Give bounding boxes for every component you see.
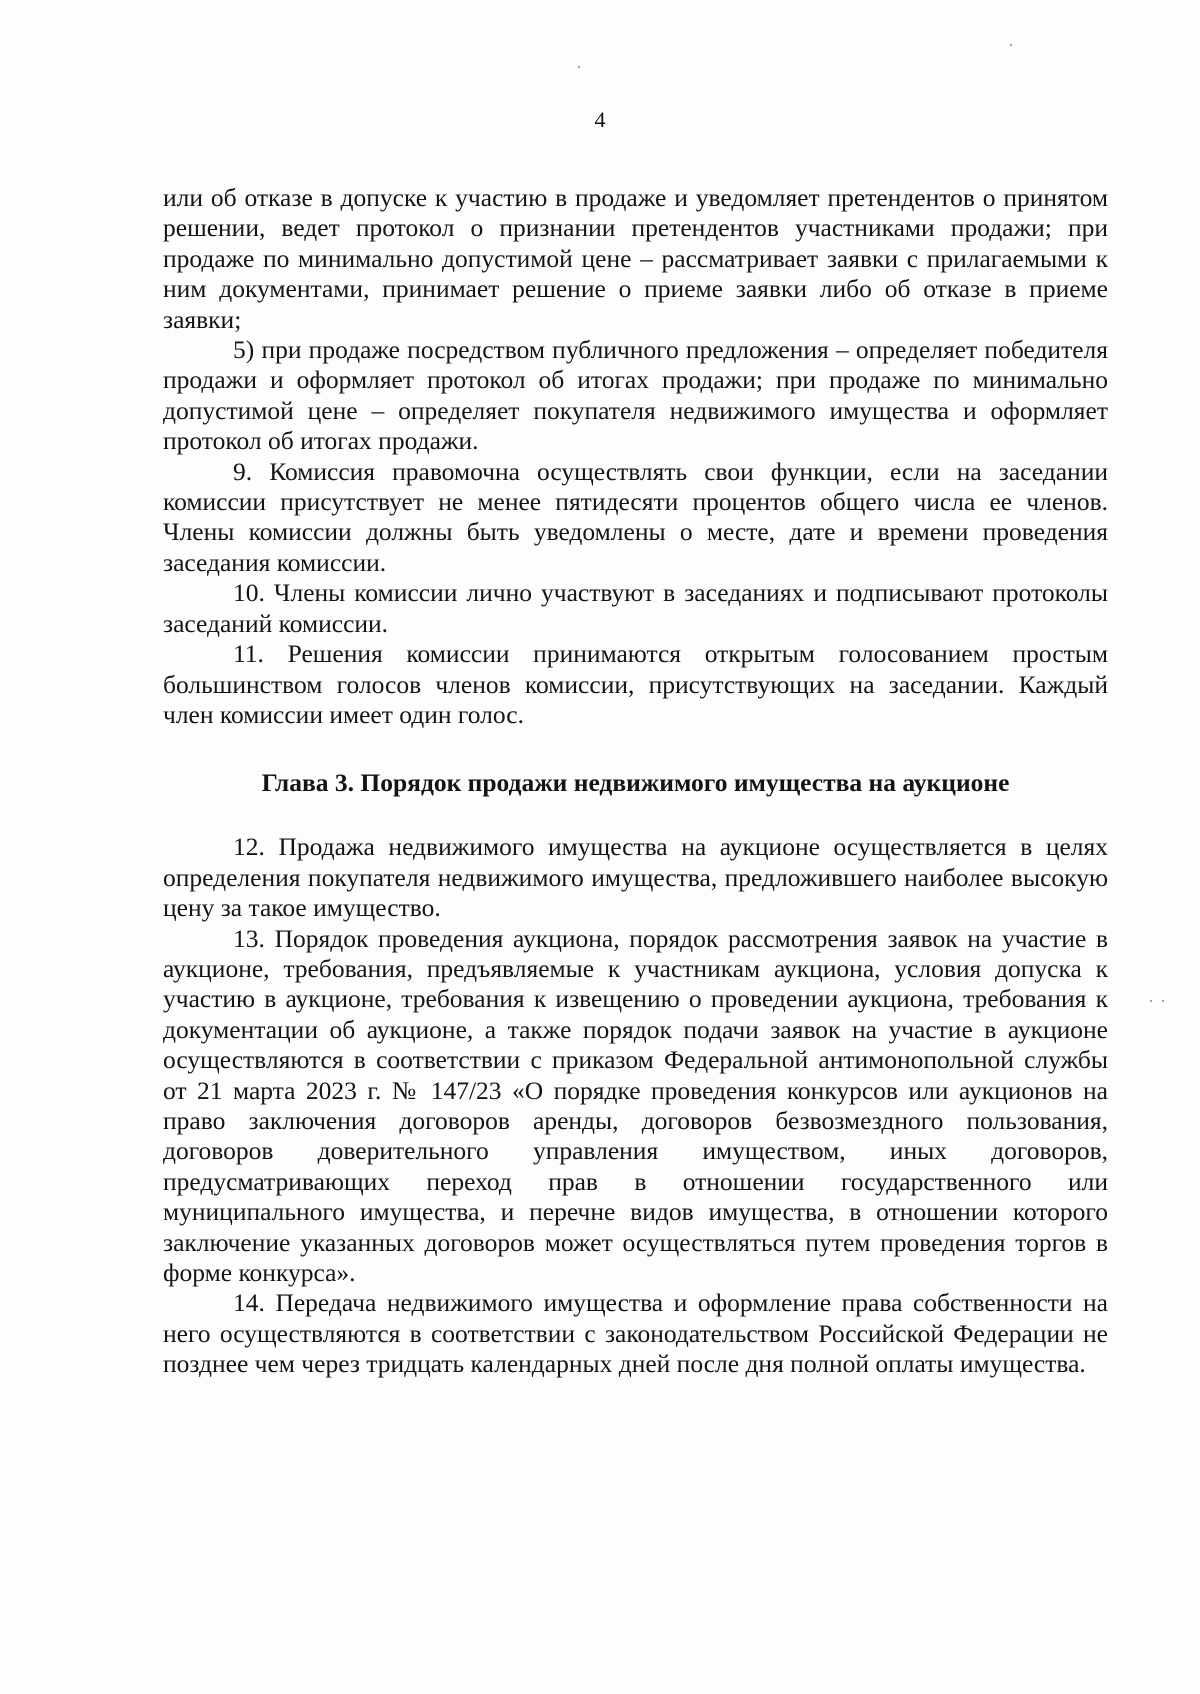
paragraph-11: 11. Решения комиссии принимаются открытым голосованием простым большинством голосов членов комиссии, присутствующих на заседании. Каждый член комиссии имеет один голос.: [163, 639, 1108, 729]
paragraph-12: 12. Продажа недвижимого имущества на аукционе осуществляется в целях определения покупателя недвижимого имущества, предложившего наиболее высокую цену за такое имущество.: [163, 832, 1108, 923]
document-body: [163, 183, 1108, 1380]
paragraph-10: 10. Члены комиссии лично участвуют в заседаниях и подписывают протоколы заседаний комиссии.: [163, 578, 1108, 638]
paragraph-continuation: или об отказе в допуске к участию в продаже и уведомляет претендентов о принятом решении, ведет протокол о признании претендентов участниками продажи; при продаже по минимально допустимой цене – рассматривает заявки с прилагаемыми к ним документами, принимает решение о приеме заявки либо об отказе в приеме заявки;: [163, 183, 1108, 334]
paragraph-13: 13. Порядок проведения аукциона, порядок рассмотрения заявок на участие в аукционе, требования, предъявляемые к участникам аукциона, условия допуска к участию в аукционе, требования к извещению о проведении аукциона, требования к документации об аукционе, а также порядок подачи заявок на участие в аукционе осуществляются в соответствии с приказом Федеральной антимонопольной службы от 21 марта 2023 г. № 147/23 «О порядке проведения конкурсов или аукционов на право заключения договоров аренды, договоров безвозмездного пользования, договоров доверительного управления имуществом, иных договоров, предусматривающих переход прав в отношении государственного или муниципального имущества, и перечне видов имущества, в отношении которого заключение указанных договоров может осуществляться путем проведения торгов в форме конкурса».: [163, 923, 1108, 1287]
scan-speck: [1162, 1000, 1164, 1002]
page-number: 4: [594, 107, 606, 132]
scan-speck: [578, 66, 580, 68]
paragraph-14: 14. Передача недвижимого имущества и оформление права собственности на него осуществляются в соответствии с законодательством Российской Федерации не позднее чем через тридцать календарных дней после дня полной оплаты имущества.: [163, 1288, 1108, 1379]
scan-speck: [1010, 44, 1012, 46]
paragraph-9: 9. Комиссия правомочна осуществлять свои функции, если на заседании комиссии присутствует не менее пятидесяти процентов общего числа ее членов. Члены комиссии должны быть уведомлены о месте, дате и времени проведения заседания комиссии.: [163, 456, 1108, 577]
scan-speck: [1150, 1000, 1152, 1002]
chapter-heading: Глава 3. Порядок продажи недвижимого имущества на аукционе: [261, 768, 1010, 798]
paragraph-item-5: 5) при продаже посредством публичного предложения – определяет победителя продажи и оформляет протокол об итогах продажи; при продаже по минимально допустимой цене – определяет покупателя недвижимого имущества и оформляет протокол об итогах продажи.: [163, 335, 1108, 456]
